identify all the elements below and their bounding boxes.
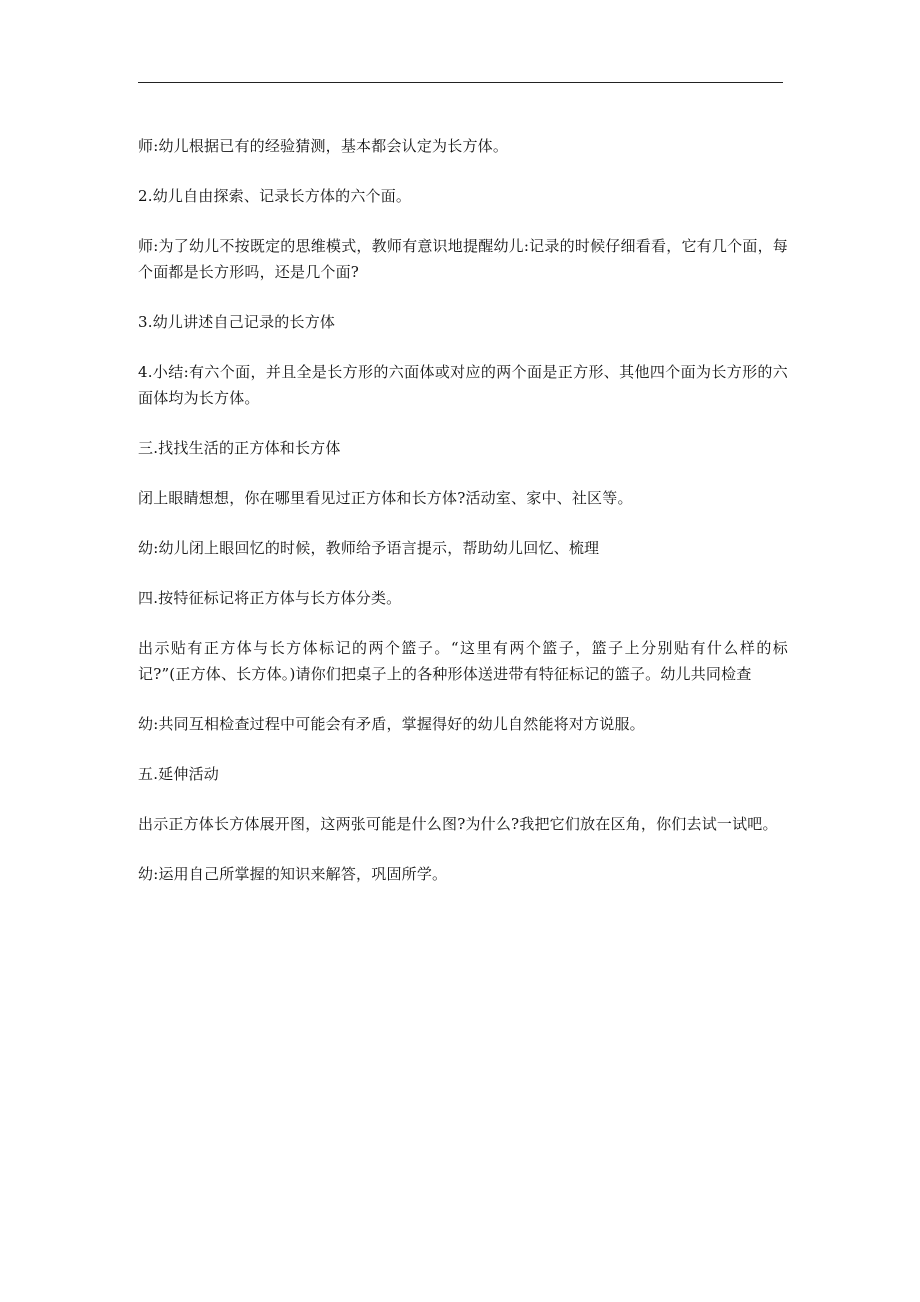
paragraph-child-check: 幼:共同互相检查过程中可能会有矛盾，掌握得好的幼儿自然能将对方说服。: [138, 715, 645, 733]
paragraph-unfold-diagram: 出示正方体长方体展开图，这两张可能是什么图?为什么?我把它们放在区角，你们去试一试吧。: [138, 815, 778, 833]
section-heading-5: 五.延伸活动: [138, 765, 219, 783]
paragraph-close-eyes: 闭上眼睛想想，你在哪里看见过正方体和长方体?活动室、家中、社区等。: [138, 489, 633, 507]
paragraph-step-4-summary: 4.小结:有六个面，并且全是长方形的六面体或对应的两个面是正方形、其他四个面为长方形的六面体均为长方体。: [138, 363, 788, 407]
paragraph-teacher-reminder: 师:为了幼儿不按既定的思维模式，教师有意识地提醒幼儿:记录的时候仔细看看，它有几个面，每个面都是长方形吗，还是几个面?: [138, 237, 788, 281]
paragraph-teacher-guess: 师:幼儿根据已有的经验猜测，基本都会认定为长方体。: [138, 137, 509, 155]
header-rule: [138, 82, 783, 83]
paragraph-child-recall: 幼:幼儿闭上眼回忆的时候，教师给予语言提示，帮助幼儿回忆、梳理: [138, 539, 600, 557]
paragraph-baskets: 出示贴有正方体与长方体标记的两个篮子。“这里有两个篮子，篮子上分别贴有什么样的标记?”(正方体、长方体。)请你们把桌子上的各种形体送进带有特征标记的篮子。幼儿共同检查: [138, 639, 788, 683]
document-body: [138, 133, 788, 911]
section-heading-4: 四.按特征标记将正方体与长方体分类。: [138, 589, 402, 607]
paragraph-step-2: 2.幼儿自由探索、记录长方体的六个面。: [138, 187, 412, 205]
paragraph-step-3: 3.幼儿讲述自己记录的长方体: [138, 313, 336, 331]
paragraph-child-apply: 幼:运用自己所掌握的知识来解答，巩固所学。: [138, 865, 448, 883]
section-heading-3: 三.找找生活的正方体和长方体: [138, 439, 341, 457]
